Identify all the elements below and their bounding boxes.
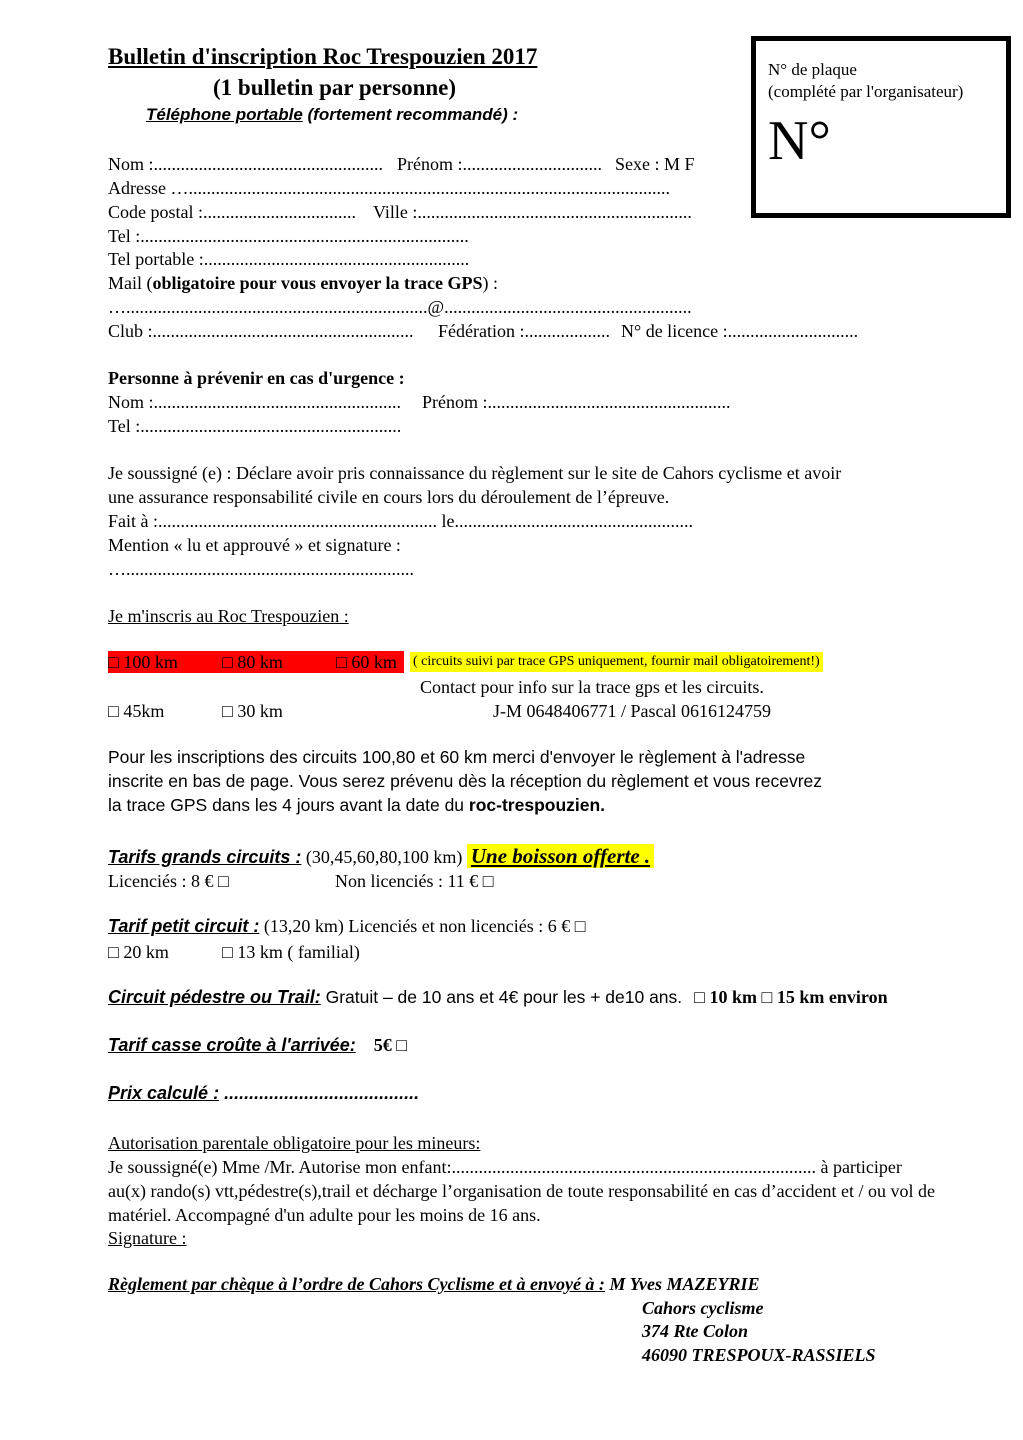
prix-row bbox=[108, 1083, 419, 1104]
plate-label-line1: N° de plaque bbox=[768, 60, 857, 79]
form-subtitle: (1 bulletin par personne) bbox=[213, 75, 457, 100]
pedestre-options[interactable]: □ 10 km □ 15 km environ bbox=[694, 987, 888, 1007]
option-45km[interactable]: □ 45km bbox=[108, 701, 165, 721]
info-line3-text: la trace GPS dans les 4 jours avant la date du bbox=[108, 795, 469, 815]
pedestre-row bbox=[108, 987, 888, 1008]
tarif-petit-label: Tarif petit circuit : bbox=[108, 916, 260, 936]
mention-label: Mention « lu et approuvé » et signature : bbox=[108, 535, 401, 555]
ville-field[interactable]: Ville :............................................................. bbox=[373, 202, 692, 222]
nom-field[interactable]: Nom :................................................... bbox=[108, 154, 384, 174]
payment-city: 46090 TRESPOUX-RASSIELS bbox=[642, 1345, 876, 1365]
fait-field[interactable]: Fait à :.............................................................. le..................................................... bbox=[108, 511, 693, 531]
emergency-tel-field[interactable]: Tel :.......................................................... bbox=[108, 416, 402, 436]
mail-required-note: obligatoire pour vous envoyer la trace GPS bbox=[152, 273, 483, 293]
plate-label-line2: (complété par l'organisateur) bbox=[768, 82, 964, 101]
option-100km[interactable]: □ 100 km bbox=[108, 652, 178, 672]
plate-number: N° bbox=[768, 110, 831, 172]
tarif-petit-row bbox=[108, 916, 586, 937]
mail-field[interactable]: …...................................................................@....................................................... bbox=[108, 297, 692, 317]
parental-signature[interactable]: Signature : bbox=[108, 1228, 187, 1248]
gps-note: ( circuits suivi par trace GPS uniquement, fournir mail obligatoirement!) bbox=[410, 652, 823, 672]
tarifs-grands-label: Tarifs grands circuits : bbox=[108, 847, 302, 867]
info-line3 bbox=[108, 794, 605, 817]
tel-portable-field[interactable]: Tel portable :........................................................... bbox=[108, 249, 470, 269]
drink-offer-badge: Une boisson offerte . bbox=[467, 844, 654, 868]
option-80km[interactable]: □ 80 km bbox=[222, 652, 283, 672]
info-event-name: roc-trespouzien. bbox=[468, 795, 606, 815]
phone-label: Téléphone portable bbox=[146, 105, 303, 124]
parental-heading: Autorisation parentale obligatoire pour les mineurs: bbox=[108, 1133, 481, 1153]
phone-note bbox=[146, 105, 518, 125]
emergency-prenom-field[interactable]: Prénom :...................................................... bbox=[422, 392, 731, 412]
inscription-heading: Je m'inscris au Roc Trespouzien : bbox=[108, 606, 349, 626]
licence-field[interactable]: N° de licence :............................. bbox=[621, 321, 859, 341]
adresse-field[interactable]: Adresse …........................................................................................................... bbox=[108, 178, 670, 198]
option-60km[interactable]: □ 60 km bbox=[336, 652, 397, 672]
option-20km[interactable]: □ 20 km bbox=[108, 942, 169, 962]
casse-croute-row bbox=[108, 1035, 407, 1056]
parental-line3: matériel. Accompagné d'un adulte pour les moins de 16 ans. bbox=[108, 1205, 541, 1225]
plate-number-box bbox=[751, 36, 1011, 218]
prix-field[interactable]: ....................................... bbox=[219, 1083, 420, 1103]
mail-prefix: Mail ( bbox=[108, 273, 153, 293]
declaration-line1: Je soussigné (e) : Déclare avoir pris connaissance du règlement sur le site de Cahors cyclisme et avoir bbox=[108, 463, 842, 483]
tarifs-grands-row bbox=[108, 844, 654, 869]
tarifs-grands-detail: (30,45,60,80,100 km) bbox=[301, 847, 467, 867]
code-postal-field[interactable]: Code postal :.................................. bbox=[108, 202, 356, 222]
federation-field[interactable]: Fédération :................... bbox=[438, 321, 610, 341]
info-line1: Pour les inscriptions des circuits 100,80 et 60 km merci d'envoyer le règlement à l'adresse bbox=[108, 747, 806, 767]
plate-label bbox=[768, 59, 963, 103]
phone-recommendation: (fortement recommandé) : bbox=[302, 105, 519, 124]
payment-org: Cahors cyclisme bbox=[642, 1298, 764, 1318]
licencies-price-option[interactable]: Licenciés : 8 € □ bbox=[108, 871, 229, 891]
emergency-nom-field[interactable]: Nom :....................................................... bbox=[108, 392, 402, 412]
declaration-line2: une assurance responsabilité civile en cours lors du déroulement de l’épreuve. bbox=[108, 487, 670, 507]
mail-label bbox=[108, 271, 498, 295]
contact-line: Contact pour info sur la trace gps et les circuits. bbox=[420, 677, 764, 697]
payment-row bbox=[108, 1274, 759, 1295]
payment-label: Règlement par chèque à l’ordre de Cahors Cyclisme et à envoyé à : bbox=[108, 1274, 605, 1294]
prix-label: Prix calculé : bbox=[108, 1083, 220, 1103]
info-line2: inscrite en bas de page. Vous serez prévenu dès la réception du règlement et vous recevrez bbox=[108, 771, 823, 791]
pedestre-label: Circuit pédestre ou Trail: bbox=[108, 987, 321, 1007]
tel-field[interactable]: Tel :......................................................................... bbox=[108, 226, 469, 246]
payment-street: 374 Rte Colon bbox=[642, 1321, 749, 1341]
option-30km[interactable]: □ 30 km bbox=[222, 701, 283, 721]
casse-croute-option[interactable]: 5€ □ bbox=[373, 1035, 408, 1055]
contact-phones: J-M 0648406771 / Pascal 0616124759 bbox=[493, 701, 771, 721]
option-13km[interactable]: □ 13 km ( familial) bbox=[222, 942, 360, 962]
payment-recipient: M Yves MAZEYRIE bbox=[604, 1274, 760, 1294]
parental-line2: au(x) rando(s) vtt,pédestre(s),trail et décharge l’organisation de toute responsabilité en cas d’accident et / ou vol de bbox=[108, 1181, 936, 1201]
sexe-field[interactable]: Sexe : M F bbox=[615, 154, 695, 174]
form-title: Bulletin d'inscription Roc Trespouzien 2017 bbox=[108, 44, 538, 69]
tarif-petit-detail[interactable]: (13,20 km) Licenciés et non licenciés : 6 € □ bbox=[259, 916, 586, 936]
parental-line1[interactable]: Je soussigné(e) Mme /Mr. Autorise mon enfant:................................................................................. à participer bbox=[108, 1157, 902, 1177]
pedestre-detail: Gratuit – de 10 ans et 4€ pour les + de10 ans. bbox=[320, 987, 683, 1007]
signature-field[interactable]: …................................................................ bbox=[108, 559, 414, 579]
mail-suffix: ) : bbox=[482, 273, 498, 293]
emergency-heading: Personne à prévenir en cas d'urgence : bbox=[108, 368, 405, 388]
club-field[interactable]: Club :.......................................................... bbox=[108, 321, 414, 341]
non-licencies-price-option[interactable]: Non licenciés : 11 € □ bbox=[335, 871, 494, 891]
casse-croute-label: Tarif casse croûte à l'arrivée: bbox=[108, 1035, 356, 1055]
prenom-field[interactable]: Prénom :............................... bbox=[397, 154, 602, 174]
